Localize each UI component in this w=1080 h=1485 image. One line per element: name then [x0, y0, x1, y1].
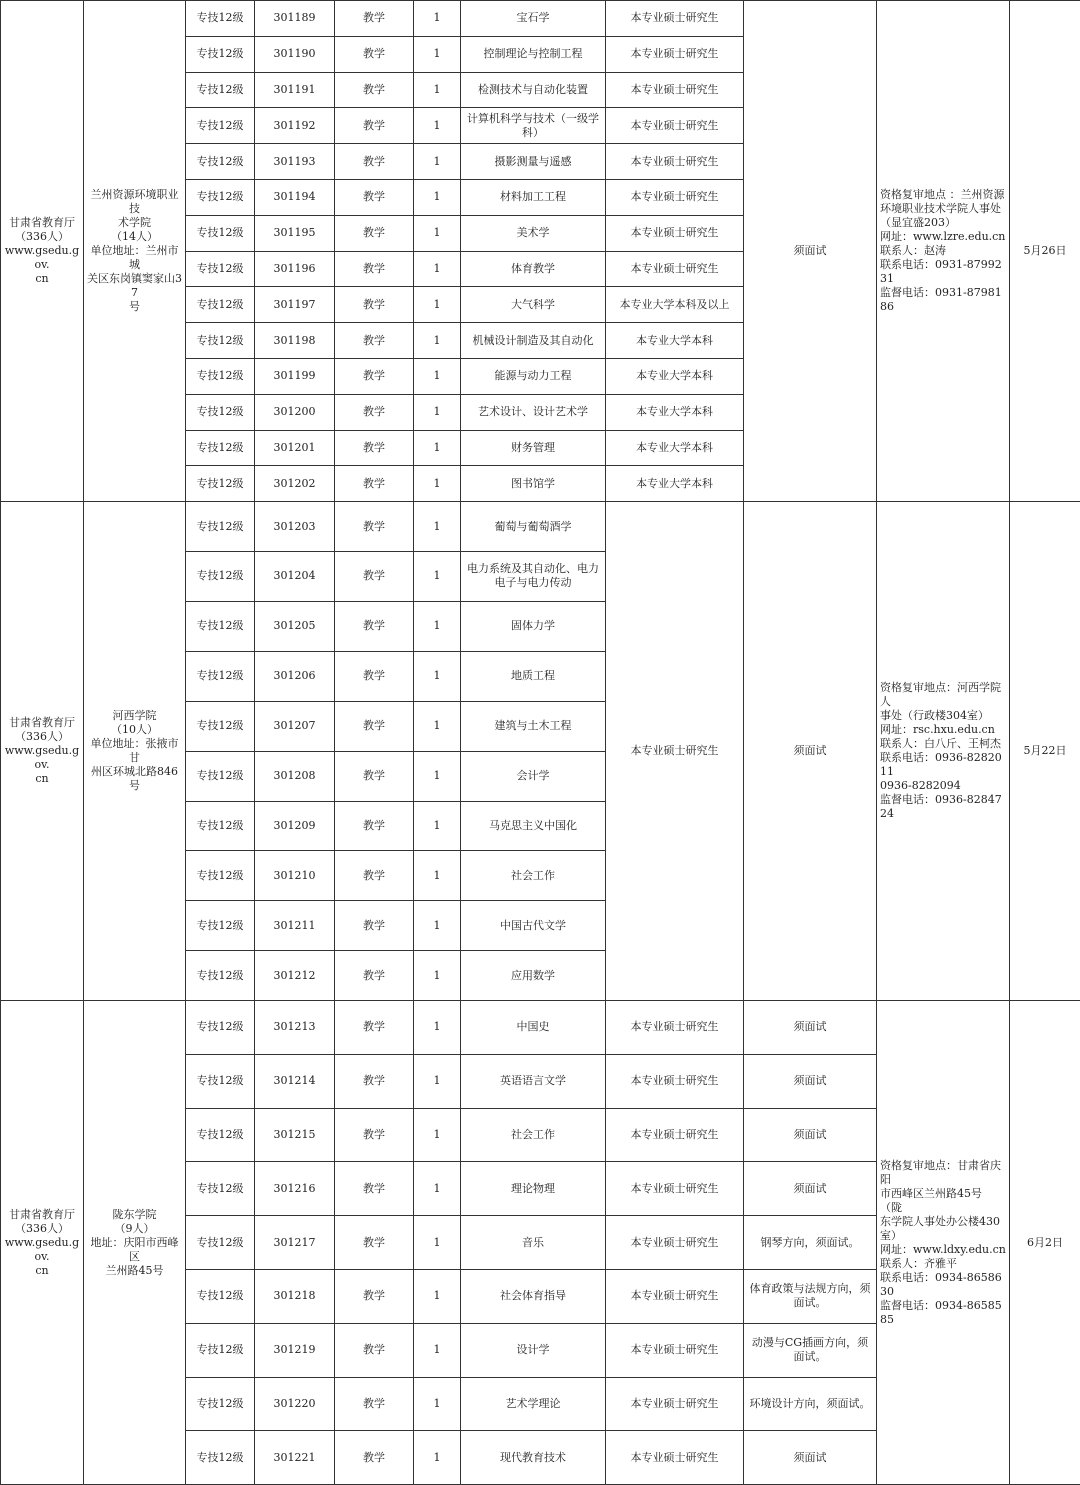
major-cell: 摄影测量与遥感 [461, 144, 606, 180]
education-cell: 本专业硕士研究生 [606, 502, 744, 1001]
major-cell: 社会工作 [461, 1108, 606, 1162]
major-cell: 检测技术与自动化装置 [461, 72, 606, 108]
major-cell: 艺术学理论 [461, 1377, 606, 1431]
remarks-cell: 须面试 [744, 1162, 877, 1216]
count-cell: 1 [414, 215, 461, 251]
category-cell: 专技12级 [186, 323, 255, 359]
position-code-cell: 301221 [255, 1431, 335, 1485]
category-cell: 专技12级 [186, 1001, 255, 1055]
category-cell: 专技12级 [186, 466, 255, 502]
major-cell: 音乐 [461, 1216, 606, 1270]
major-cell: 电力系统及其自动化、电力电子与电力传动 [461, 552, 606, 602]
table-row [1, 1001, 1080, 1055]
count-cell: 1 [414, 1, 461, 37]
position-code-cell: 301208 [255, 751, 335, 801]
position-code-cell: 301210 [255, 851, 335, 901]
position-code-cell: 301212 [255, 951, 335, 1001]
position-code-cell: 301204 [255, 552, 335, 602]
department-cell: 甘肃省教育厅 （336人） www.gsedu.gov. cn [1, 1, 84, 502]
category-cell: 专技12级 [186, 287, 255, 323]
category-cell: 专技12级 [186, 552, 255, 602]
education-cell: 本专业硕士研究生 [606, 1431, 744, 1485]
category-cell: 专技12级 [186, 358, 255, 394]
major-cell: 计算机科学与技术（一级学科） [461, 108, 606, 144]
position-type-cell: 教学 [335, 1270, 414, 1324]
unit-cell: 陇东学院 （9人） 地址：庆阳市西峰区 兰州路45号 [84, 1001, 186, 1485]
category-cell: 专技12级 [186, 36, 255, 72]
position-code-cell: 301217 [255, 1216, 335, 1270]
date-cell: 6月2日 [1010, 1001, 1080, 1485]
date-cell: 5月26日 [1010, 1, 1080, 502]
category-cell: 专技12级 [186, 701, 255, 751]
major-cell: 体育教学 [461, 251, 606, 287]
count-cell: 1 [414, 287, 461, 323]
position-type-cell: 教学 [335, 323, 414, 359]
count-cell: 1 [414, 1216, 461, 1270]
position-code-cell: 301209 [255, 801, 335, 851]
education-cell: 本专业大学本科及以上 [606, 287, 744, 323]
category-cell: 专技12级 [186, 144, 255, 180]
position-type-cell: 教学 [335, 601, 414, 651]
education-cell: 本专业硕士研究生 [606, 108, 744, 144]
major-cell: 设计学 [461, 1323, 606, 1377]
category-cell: 专技12级 [186, 1270, 255, 1324]
position-type-cell: 教学 [335, 851, 414, 901]
count-cell: 1 [414, 1377, 461, 1431]
education-cell: 本专业硕士研究生 [606, 215, 744, 251]
remarks-cell: 动漫与CG插画方向，须面试。 [744, 1323, 877, 1377]
major-cell: 美术学 [461, 215, 606, 251]
count-cell: 1 [414, 36, 461, 72]
position-type-cell: 教学 [335, 502, 414, 552]
position-code-cell: 301190 [255, 36, 335, 72]
count-cell: 1 [414, 466, 461, 502]
category-cell: 专技12级 [186, 901, 255, 951]
position-type-cell: 教学 [335, 1216, 414, 1270]
remarks-cell: 钢琴方向，须面试。 [744, 1216, 877, 1270]
category-cell: 专技12级 [186, 1, 255, 37]
date-cell: 5月22日 [1010, 502, 1080, 1001]
education-cell: 本专业硕士研究生 [606, 1162, 744, 1216]
position-type-cell: 教学 [335, 430, 414, 466]
count-cell: 1 [414, 751, 461, 801]
education-cell: 本专业硕士研究生 [606, 1108, 744, 1162]
education-cell: 本专业硕士研究生 [606, 144, 744, 180]
position-code-cell: 301197 [255, 287, 335, 323]
position-code-cell: 301211 [255, 901, 335, 951]
position-type-cell: 教学 [335, 901, 414, 951]
category-cell: 专技12级 [186, 651, 255, 701]
count-cell: 1 [414, 951, 461, 1001]
major-cell: 地质工程 [461, 651, 606, 701]
position-code-cell: 301201 [255, 430, 335, 466]
remarks-cell: 须面试 [744, 1054, 877, 1108]
position-code-cell: 301198 [255, 323, 335, 359]
education-cell: 本专业大学本科 [606, 466, 744, 502]
position-type-cell: 教学 [335, 36, 414, 72]
major-cell: 葡萄与葡萄酒学 [461, 502, 606, 552]
unit-cell: 河西学院 （10人） 单位地址：张掖市甘 州区环城北路846号 [84, 502, 186, 1001]
major-cell: 大气科学 [461, 287, 606, 323]
major-cell: 英语语言文学 [461, 1054, 606, 1108]
table-row [1, 502, 1080, 552]
position-type-cell: 教学 [335, 108, 414, 144]
count-cell: 1 [414, 1108, 461, 1162]
position-type-cell: 教学 [335, 552, 414, 602]
major-cell: 宝石学 [461, 1, 606, 37]
count-cell: 1 [414, 430, 461, 466]
position-type-cell: 教学 [335, 358, 414, 394]
position-type-cell: 教学 [335, 251, 414, 287]
major-cell: 会计学 [461, 751, 606, 801]
category-cell: 专技12级 [186, 215, 255, 251]
count-cell: 1 [414, 108, 461, 144]
count-cell: 1 [414, 502, 461, 552]
count-cell: 1 [414, 1270, 461, 1324]
education-cell: 本专业大学本科 [606, 358, 744, 394]
position-type-cell: 教学 [335, 1, 414, 37]
count-cell: 1 [414, 251, 461, 287]
position-code-cell: 301196 [255, 251, 335, 287]
remarks-cell: 须面试 [744, 1108, 877, 1162]
category-cell: 专技12级 [186, 951, 255, 1001]
position-code-cell: 301199 [255, 358, 335, 394]
position-type-cell: 教学 [335, 1001, 414, 1055]
education-cell: 本专业硕士研究生 [606, 1377, 744, 1431]
count-cell: 1 [414, 72, 461, 108]
position-code-cell: 301195 [255, 215, 335, 251]
position-type-cell: 教学 [335, 215, 414, 251]
major-cell: 现代教育技术 [461, 1431, 606, 1485]
contact-cell: 资格复审地点：河西学院人 事处（行政楼304室） 网址：rsc.hxu.edu.cn 联系人：白八斤、王柯杰 联系电话：0936-8282011 0936-8282094 监督电话：0936-8284724 [877, 502, 1010, 1001]
category-cell: 专技12级 [186, 1162, 255, 1216]
contact-cell: 资格复审地点：甘肃省庆阳 市西峰区兰州路45号 （陇 东学院人事处办公楼430 室） 网址：www.ldxy.edu.cn 联系人：齐雅平 联系电话：0934-8658630 监督电话：0934-8658585 [877, 1001, 1010, 1485]
position-code-cell: 301193 [255, 144, 335, 180]
category-cell: 专技12级 [186, 1108, 255, 1162]
count-cell: 1 [414, 601, 461, 651]
major-cell: 艺术设计、设计艺术学 [461, 394, 606, 430]
category-cell: 专技12级 [186, 601, 255, 651]
category-cell: 专技12级 [186, 751, 255, 801]
department-cell: 甘肃省教育厅 （336人） www.gsedu.gov. cn [1, 502, 84, 1001]
position-type-cell: 教学 [335, 951, 414, 1001]
count-cell: 1 [414, 701, 461, 751]
position-type-cell: 教学 [335, 801, 414, 851]
education-cell: 本专业大学本科 [606, 394, 744, 430]
category-cell: 专技12级 [186, 108, 255, 144]
category-cell: 专技12级 [186, 72, 255, 108]
position-code-cell: 301214 [255, 1054, 335, 1108]
position-type-cell: 教学 [335, 651, 414, 701]
category-cell: 专技12级 [186, 430, 255, 466]
remarks-cell: 须面试 [744, 1, 877, 502]
education-cell: 本专业硕士研究生 [606, 36, 744, 72]
major-cell: 固体力学 [461, 601, 606, 651]
position-code-cell: 301216 [255, 1162, 335, 1216]
position-code-cell: 301202 [255, 466, 335, 502]
table-body [1, 1, 1080, 1485]
position-type-cell: 教学 [335, 701, 414, 751]
major-cell: 能源与动力工程 [461, 358, 606, 394]
count-cell: 1 [414, 1001, 461, 1055]
count-cell: 1 [414, 1431, 461, 1485]
major-cell: 材料加工工程 [461, 179, 606, 215]
education-cell: 本专业硕士研究生 [606, 1054, 744, 1108]
education-cell: 本专业硕士研究生 [606, 1270, 744, 1324]
major-cell: 财务管理 [461, 430, 606, 466]
major-cell: 中国古代文学 [461, 901, 606, 951]
position-code-cell: 301191 [255, 72, 335, 108]
count-cell: 1 [414, 358, 461, 394]
category-cell: 专技12级 [186, 1216, 255, 1270]
position-type-cell: 教学 [335, 1054, 414, 1108]
remarks-cell: 须面试 [744, 1431, 877, 1485]
education-cell: 本专业大学本科 [606, 430, 744, 466]
category-cell: 专技12级 [186, 1431, 255, 1485]
category-cell: 专技12级 [186, 801, 255, 851]
category-cell: 专技12级 [186, 1054, 255, 1108]
category-cell: 专技12级 [186, 502, 255, 552]
position-code-cell: 301192 [255, 108, 335, 144]
count-cell: 1 [414, 179, 461, 215]
department-cell: 甘肃省教育厅 （336人） www.gsedu.gov. cn [1, 1001, 84, 1485]
count-cell: 1 [414, 144, 461, 180]
category-cell: 专技12级 [186, 179, 255, 215]
position-code-cell: 301220 [255, 1377, 335, 1431]
major-cell: 社会工作 [461, 851, 606, 901]
education-cell: 本专业大学本科 [606, 323, 744, 359]
education-cell: 本专业硕士研究生 [606, 1001, 744, 1055]
count-cell: 1 [414, 851, 461, 901]
major-cell: 机械设计制造及其自动化 [461, 323, 606, 359]
category-cell: 专技12级 [186, 251, 255, 287]
category-cell: 专技12级 [186, 394, 255, 430]
major-cell: 社会体育指导 [461, 1270, 606, 1324]
position-code-cell: 301213 [255, 1001, 335, 1055]
position-type-cell: 教学 [335, 466, 414, 502]
position-code-cell: 301206 [255, 651, 335, 701]
education-cell: 本专业硕士研究生 [606, 1, 744, 37]
position-code-cell: 301219 [255, 1323, 335, 1377]
count-cell: 1 [414, 901, 461, 951]
count-cell: 1 [414, 552, 461, 602]
position-type-cell: 教学 [335, 394, 414, 430]
position-type-cell: 教学 [335, 1377, 414, 1431]
table-row [1, 1, 1080, 37]
position-code-cell: 301205 [255, 601, 335, 651]
position-type-cell: 教学 [335, 1323, 414, 1377]
position-code-cell: 301189 [255, 1, 335, 37]
position-type-cell: 教学 [335, 1431, 414, 1485]
remarks-cell: 体育政策与法规方向，须面试。 [744, 1270, 877, 1324]
major-cell: 应用数学 [461, 951, 606, 1001]
category-cell: 专技12级 [186, 1323, 255, 1377]
position-type-cell: 教学 [335, 287, 414, 323]
unit-cell: 兰州资源环境职业技 术学院 （14人） 单位地址：兰州市城 关区东岗镇窦家山37 号 [84, 1, 186, 502]
remarks-cell: 须面试 [744, 1001, 877, 1055]
education-cell: 本专业硕士研究生 [606, 251, 744, 287]
category-cell: 专技12级 [186, 1377, 255, 1431]
position-code-cell: 301207 [255, 701, 335, 751]
position-type-cell: 教学 [335, 1162, 414, 1216]
major-cell: 建筑与土木工程 [461, 701, 606, 751]
position-code-cell: 301203 [255, 502, 335, 552]
count-cell: 1 [414, 394, 461, 430]
position-code-cell: 301194 [255, 179, 335, 215]
position-code-cell: 301200 [255, 394, 335, 430]
position-type-cell: 教学 [335, 144, 414, 180]
major-cell: 控制理论与控制工程 [461, 36, 606, 72]
count-cell: 1 [414, 651, 461, 701]
position-type-cell: 教学 [335, 72, 414, 108]
remarks-cell: 环境设计方向，须面试。 [744, 1377, 877, 1431]
major-cell: 图书馆学 [461, 466, 606, 502]
position-code-cell: 301215 [255, 1108, 335, 1162]
count-cell: 1 [414, 801, 461, 851]
remarks-cell: 须面试 [744, 502, 877, 1001]
position-type-cell: 教学 [335, 179, 414, 215]
position-code-cell: 301218 [255, 1270, 335, 1324]
count-cell: 1 [414, 1054, 461, 1108]
major-cell: 理论物理 [461, 1162, 606, 1216]
education-cell: 本专业硕士研究生 [606, 1216, 744, 1270]
position-type-cell: 教学 [335, 751, 414, 801]
count-cell: 1 [414, 1162, 461, 1216]
count-cell: 1 [414, 323, 461, 359]
count-cell: 1 [414, 1323, 461, 1377]
major-cell: 中国史 [461, 1001, 606, 1055]
position-type-cell: 教学 [335, 1108, 414, 1162]
education-cell: 本专业硕士研究生 [606, 72, 744, 108]
contact-cell: 资格复审地点 ：兰州资源 环境职业技术学院人事处 （显宜盛203） 网址：www.lzre.edu.cn 联系人：赵涛 联系电话：0931-8799231 监督电话：0931-8798186 [877, 1, 1010, 502]
major-cell: 马克思主义中国化 [461, 801, 606, 851]
category-cell: 专技12级 [186, 851, 255, 901]
education-cell: 本专业硕士研究生 [606, 1323, 744, 1377]
education-cell: 本专业硕士研究生 [606, 179, 744, 215]
